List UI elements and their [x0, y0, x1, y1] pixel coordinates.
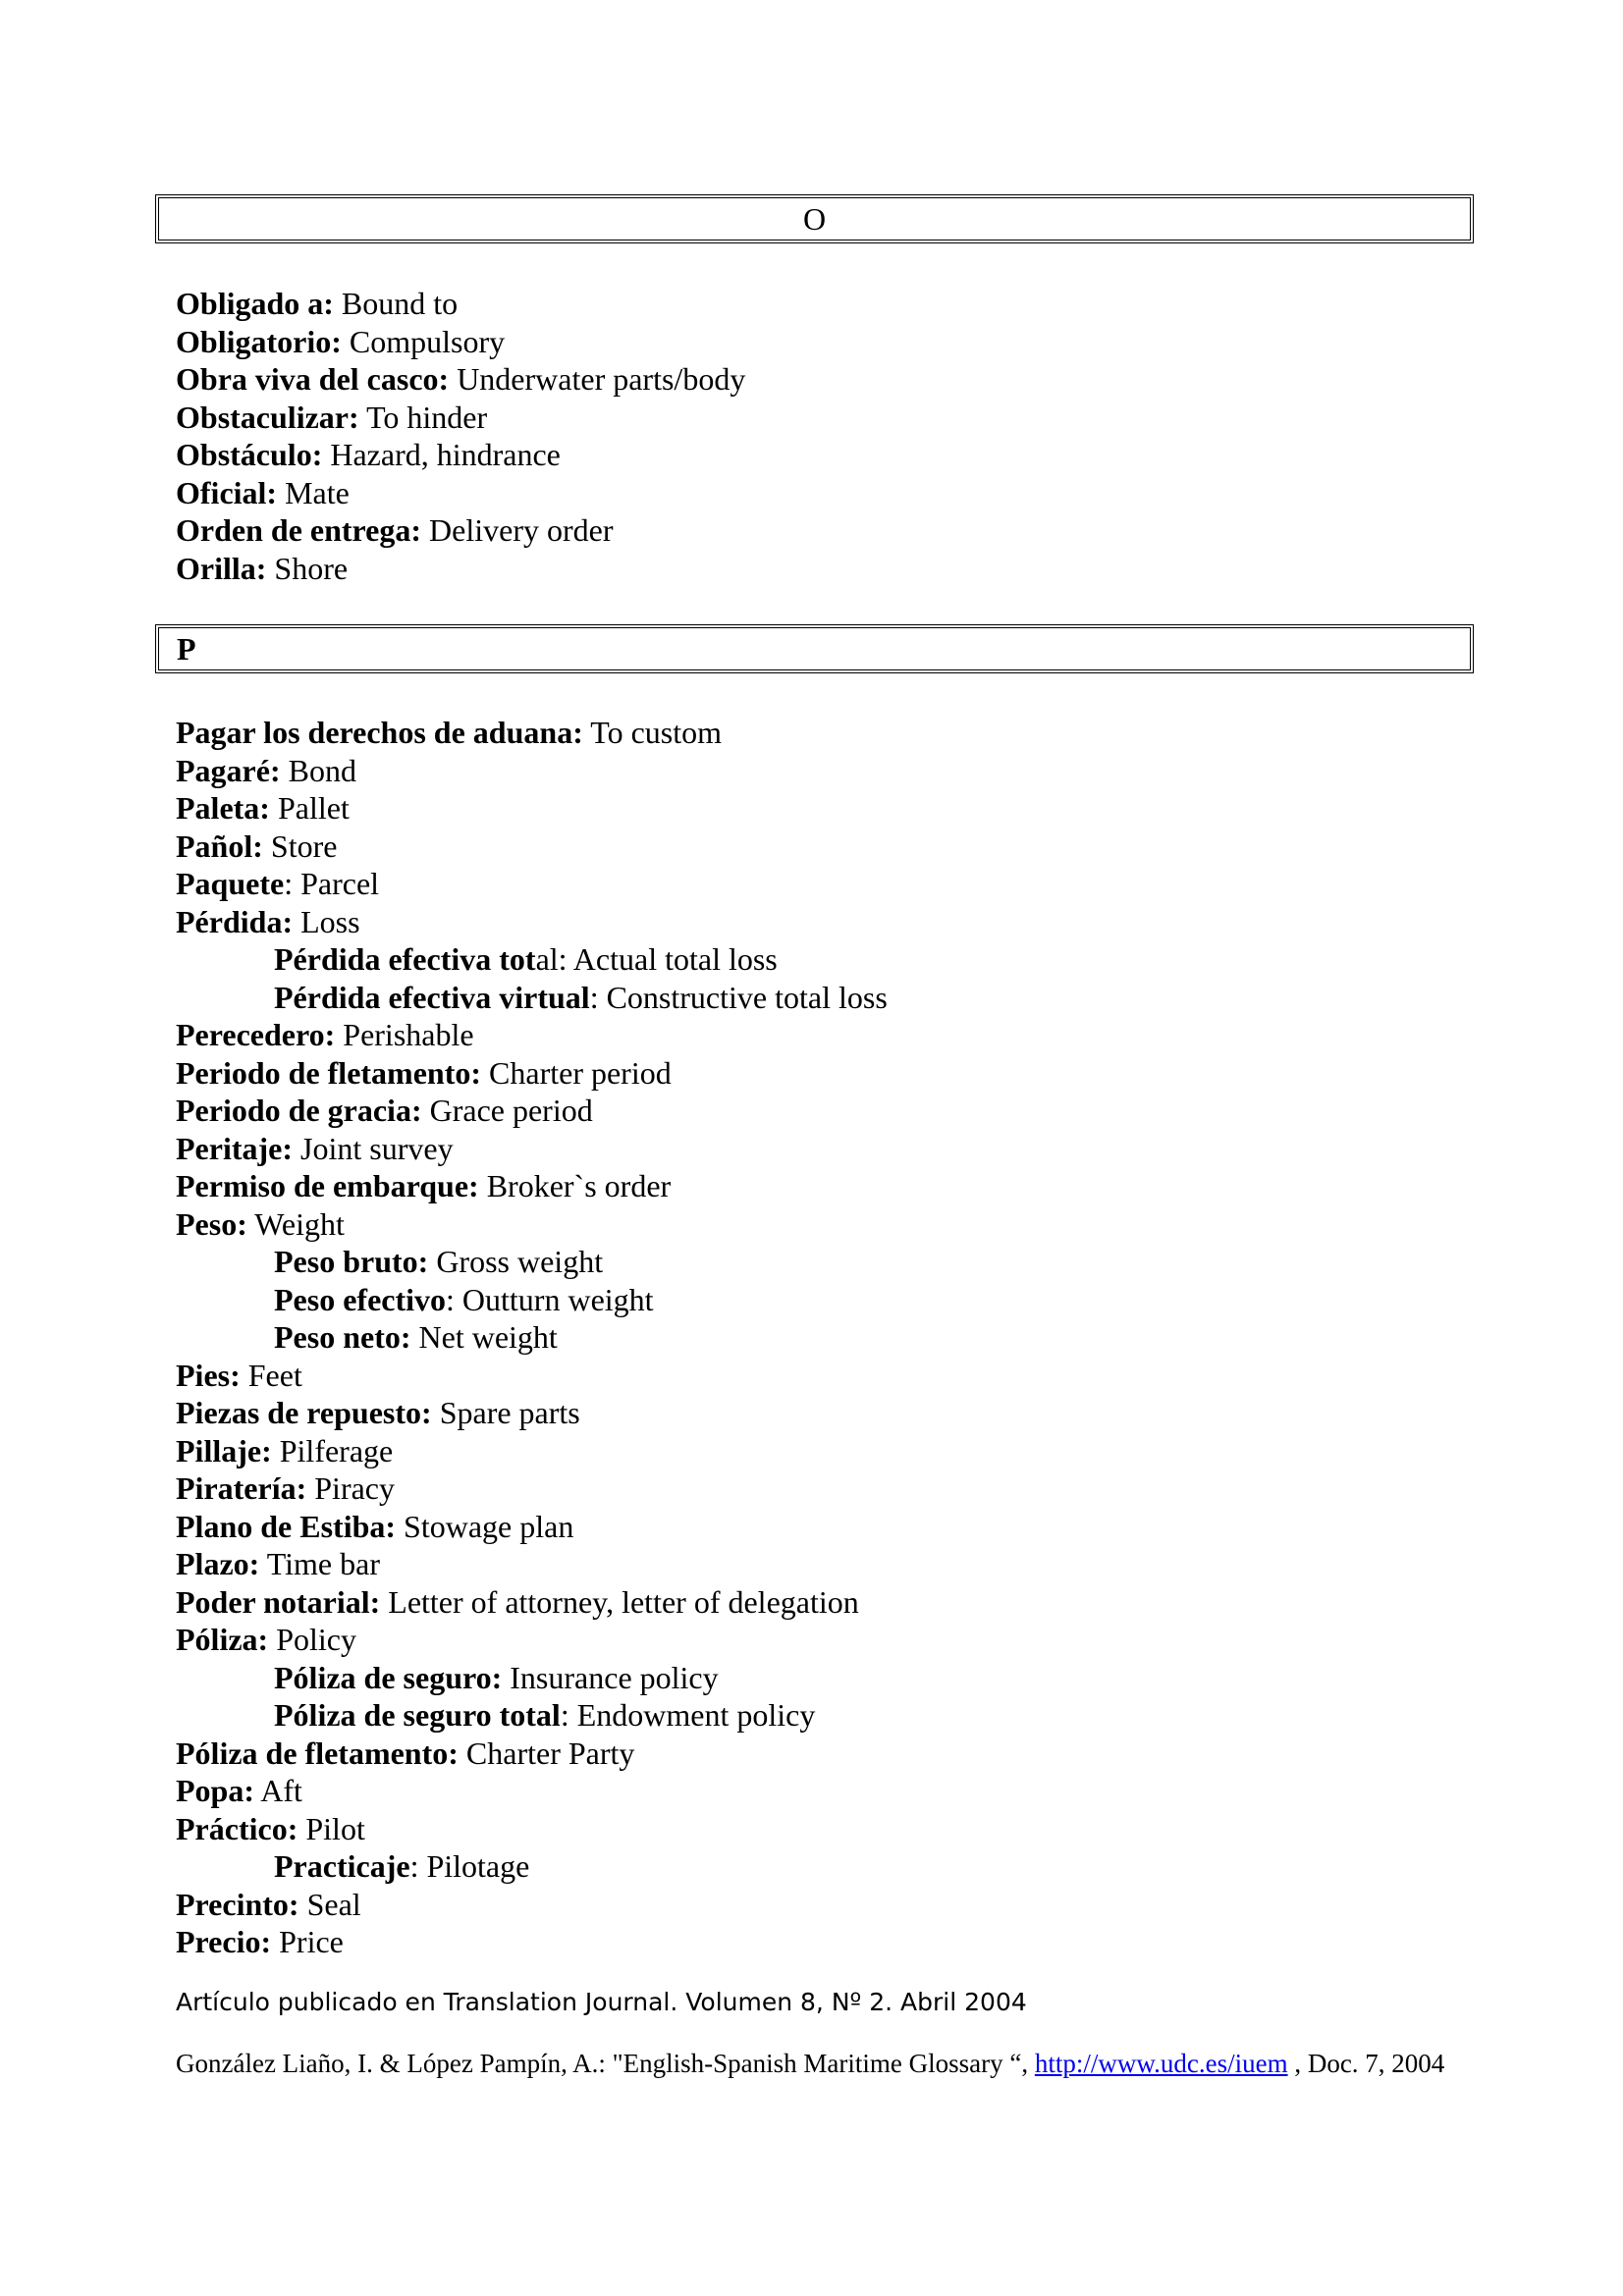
glossary-term: Obligatorio: [176, 323, 342, 359]
glossary-definition: Stowage plan [396, 1508, 574, 1544]
glossary-entry [176, 1772, 888, 1810]
glossary-definition: Feet [240, 1357, 302, 1393]
glossary-definition: Spare parts [431, 1395, 580, 1430]
glossary-term: Pérdida efectiva tot [274, 941, 536, 977]
citation-text: González Liaño, I. & López Pampín, A.: "English-Spanish Maritime Glossary “, [176, 2049, 1035, 2078]
glossary-term: Periodo de gracia: [176, 1093, 422, 1128]
glossary-term: Paquete [176, 866, 285, 901]
glossary-term: Póliza de seguro total [274, 1697, 561, 1733]
glossary-term: Póliza: [176, 1622, 269, 1657]
glossary-definition: Insurance policy [502, 1659, 719, 1695]
glossary-definition: : Endowment policy [560, 1697, 816, 1733]
glossary-term: Obstaculizar: [176, 399, 359, 435]
glossary-entry [176, 1469, 888, 1508]
glossary-term: Orilla: [176, 550, 267, 586]
glossary-subentry [176, 1318, 888, 1357]
glossary-subentry [176, 1696, 888, 1735]
glossary-definition: Compulsory [341, 323, 506, 359]
glossary-term: Peso bruto: [274, 1244, 429, 1279]
glossary-term: Peso: [176, 1205, 247, 1242]
glossary-term: Póliza de seguro: [274, 1659, 503, 1695]
section-letter-p: P [177, 631, 196, 667]
glossary-term: Plazo: [176, 1546, 260, 1581]
glossary-entry [176, 1432, 888, 1470]
glossary-definition: Mate [277, 474, 350, 510]
citation-link[interactable]: http://www.udc.es/iuem [1034, 2049, 1288, 2078]
glossary-entry [176, 828, 888, 866]
glossary-term: Paleta: [176, 790, 270, 826]
glossary-definition: : Constructive total loss [589, 979, 888, 1015]
publication-note: Artículo publicado en Translation Journal. Volumen 8, Nº 2. Abril 2004 [176, 1988, 1027, 2016]
glossary-definition: Shore [266, 550, 349, 586]
glossary-term: Obligado a: [176, 286, 334, 321]
glossary-entry [176, 511, 745, 550]
glossary-entry [176, 550, 745, 588]
glossary-term: Orden de entrega: [176, 512, 422, 548]
glossary-entry [176, 1886, 888, 1924]
glossary-entry [176, 1923, 888, 1961]
glossary-term: Pañol: [176, 828, 263, 864]
glossary-entry [176, 1545, 888, 1583]
glossary-entry [176, 1130, 888, 1168]
glossary-definition: Charter Party [458, 1735, 635, 1771]
glossary-definition: Charter period [481, 1054, 672, 1091]
glossary-definition: Price [271, 1924, 344, 1959]
glossary-term: Piezas de repuesto: [176, 1395, 432, 1430]
glossary-subentry [176, 1243, 888, 1281]
glossary-definition: Policy [268, 1622, 356, 1657]
glossary-term: Oficial: [176, 474, 278, 510]
glossary-definition: Weight [246, 1205, 345, 1242]
glossary-entry [176, 1092, 888, 1130]
glossary-term: Peritaje: [176, 1130, 294, 1166]
glossary-definition: Joint survey [293, 1130, 454, 1166]
glossary-definition: Time bar [259, 1546, 380, 1581]
glossary-definition: To custom [582, 715, 723, 750]
glossary-definition: Store [262, 828, 338, 864]
glossary-term: Obstáculo: [176, 437, 323, 472]
glossary-subentry [176, 1659, 888, 1697]
glossary-subentry [176, 1281, 888, 1319]
glossary-term: Pies: [176, 1357, 241, 1393]
glossary-definition: : Outturn weight [446, 1281, 654, 1317]
glossary-definition: Bond [280, 752, 356, 788]
glossary-subentry [176, 1847, 888, 1886]
glossary-entry [176, 1621, 888, 1659]
glossary-entry [176, 903, 888, 941]
section-letter-o: O [802, 201, 827, 237]
glossary-definition: Loss [293, 903, 360, 939]
glossary-entry [176, 1735, 888, 1773]
glossary-definition: Pilferage [271, 1432, 394, 1468]
section-header-p [155, 624, 1474, 673]
glossary-entry [176, 752, 888, 790]
glossary-entry [176, 1394, 888, 1432]
glossary-definition: Seal [298, 1886, 361, 1922]
glossary-entry [176, 1810, 888, 1848]
glossary-definition: To hinder [358, 399, 488, 435]
glossary-definition: Letter of attorney, letter of delegation [380, 1583, 859, 1620]
glossary-entry [176, 1167, 888, 1205]
glossary-subentry [176, 940, 888, 979]
glossary-term: Pagar los derechos de aduana: [176, 715, 583, 750]
glossary-entry [176, 1054, 888, 1093]
glossary-term: Pérdida: [176, 903, 294, 939]
glossary-entry [176, 865, 888, 903]
citation [176, 2050, 1452, 2078]
glossary-definition: Net weight [410, 1319, 558, 1355]
glossary-term: Pérdida efectiva virtual [274, 979, 590, 1015]
glossary-term: Pillaje: [176, 1432, 272, 1468]
glossary-definition: Perishable [335, 1017, 474, 1052]
glossary-term: Precio: [176, 1924, 272, 1959]
glossary-definition: Piracy [306, 1470, 395, 1506]
glossary-entry [176, 789, 888, 828]
glossary-definition: Gross weight [428, 1244, 604, 1279]
glossary-entry [176, 323, 745, 361]
glossary-entry [176, 399, 745, 437]
glossary-definition: Delivery order [421, 512, 614, 548]
glossary-term: Peso efectivo [274, 1281, 447, 1317]
glossary-term: Póliza de fletamento: [176, 1735, 459, 1771]
section-header-o [155, 194, 1474, 243]
glossary-entry [176, 285, 745, 323]
glossary-entry [176, 1016, 888, 1054]
glossary-definition: Hazard, hindrance [322, 437, 561, 472]
glossary-definition: Broker`s order [478, 1168, 672, 1203]
glossary-entry [176, 474, 745, 512]
glossary-term: Popa: [176, 1773, 254, 1808]
glossary-term: Precinto: [176, 1886, 299, 1922]
glossary-entry [176, 360, 745, 399]
glossary-entry [176, 1205, 888, 1244]
glossary-term: Practicaje [274, 1848, 410, 1884]
glossary-definition: Pilot [298, 1810, 365, 1846]
glossary-subentry [176, 979, 888, 1017]
glossary-list-p [176, 714, 888, 1961]
glossary-term: Piratería: [176, 1470, 307, 1506]
glossary-definition: Grace period [421, 1093, 593, 1128]
glossary-definition: Bound to [333, 286, 459, 321]
glossary-entry [176, 1357, 888, 1395]
glossary-definition: Aft [254, 1773, 302, 1808]
glossary-term: Poder notarial: [176, 1583, 381, 1620]
glossary-term: Periodo de fletamento: [176, 1054, 482, 1091]
glossary-term: Permiso de embarque: [176, 1168, 479, 1203]
glossary-entry [176, 714, 888, 752]
glossary-definition: Pallet [269, 790, 350, 826]
glossary-definition: Underwater parts/body [449, 361, 746, 397]
glossary-list-o [176, 285, 745, 587]
glossary-term: Peso neto: [274, 1319, 411, 1355]
glossary-term: Obra viva del casco: [176, 361, 450, 397]
glossary-entry [176, 1508, 888, 1546]
glossary-entry [176, 436, 745, 474]
citation-suffix: , Doc. 7, 2004 [1287, 2049, 1445, 2078]
glossary-term: Práctico: [176, 1810, 298, 1846]
glossary-term: Pagaré: [176, 752, 281, 788]
glossary-entry [176, 1583, 888, 1622]
glossary-definition: al: Actual total loss [535, 941, 778, 977]
glossary-definition: : Pilotage [409, 1848, 530, 1884]
glossary-term: Perecedero: [176, 1017, 336, 1052]
glossary-term: Plano de Estiba: [176, 1508, 397, 1544]
glossary-definition: : Parcel [284, 866, 380, 901]
